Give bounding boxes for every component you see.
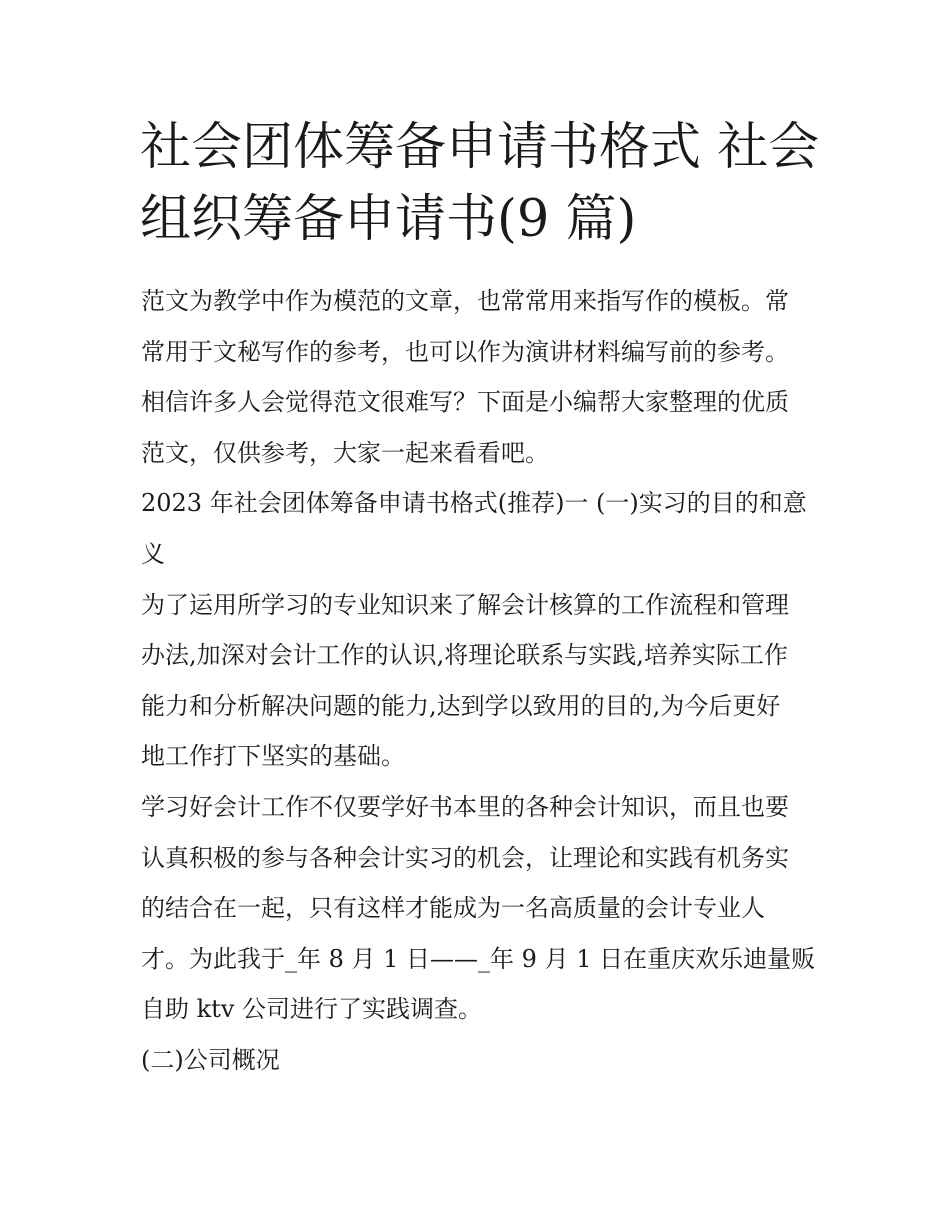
- body-line: 的结合在一起，只有这样才能成为一名高质量的会计专业人: [141, 894, 765, 923]
- body-line: 办法,加深对会计工作的认识,将理论联系与实践,培养实际工作: [141, 641, 788, 670]
- body-line: 学习好会计工作不仅要学好书本里的各种会计知识，而且也要: [141, 792, 789, 821]
- body-line: 相信许多人会觉得范文很难写？下面是小编帮大家整理的优质: [141, 388, 789, 417]
- body-line: 才。为此我于_年 8 月 1 日——_年 9 月 1 日在重庆欢乐迪量贩: [141, 944, 816, 973]
- body-line: 能力和分析解决问题的能力,达到学以致用的目的,为今后更好: [141, 691, 781, 720]
- title-line: 组织筹备申请书(9 篇): [140, 190, 637, 249]
- body-line: 认真积极的参与各种会计实习的机会，让理论和实践有机务实: [141, 843, 789, 872]
- body-line: (二)公司概况: [141, 1045, 280, 1074]
- body-line: 自助 ktv 公司进行了实践调查。: [141, 995, 483, 1024]
- body-line: 2023 年社会团体筹备申请书格式(推荐)一 (一)实习的目的和意: [141, 489, 807, 518]
- document-title: [140, 112, 830, 256]
- document-body: [141, 276, 831, 1086]
- body-line: 义: [141, 539, 165, 568]
- body-line: 范文，仅供参考，大家一起来看看吧。: [141, 438, 549, 467]
- title-line: 社会团体筹备申请书格式 社会: [140, 118, 820, 177]
- body-line: 常用于文秘写作的参考，也可以作为演讲材料编写前的参考。: [141, 337, 789, 366]
- body-line: 范文为教学中作为模范的文章，也常常用来指写作的模板。常: [141, 287, 789, 315]
- body-line: 为了运用所学习的专业知识来了解会计核算的工作流程和管理: [141, 590, 789, 619]
- body-line: 地工作打下坚实的基础。: [141, 742, 405, 771]
